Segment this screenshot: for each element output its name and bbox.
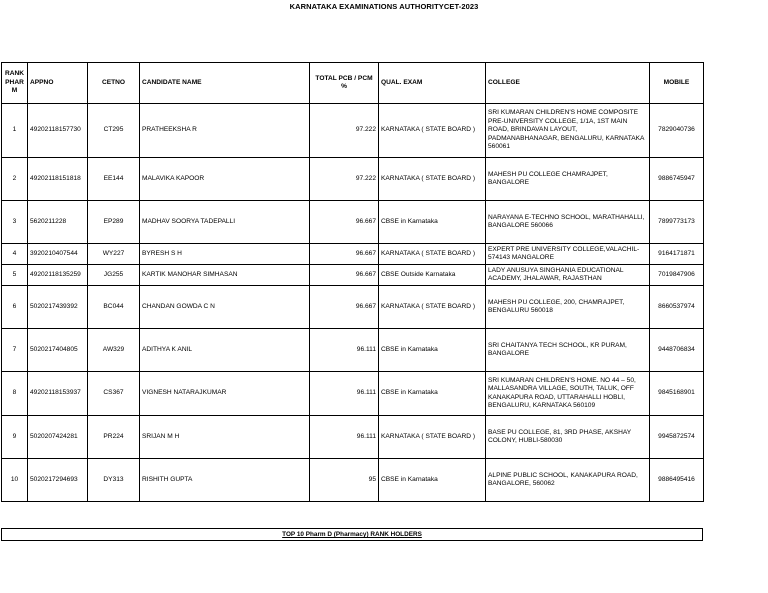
cetno-cell: PR224 <box>88 416 140 459</box>
cetno-cell: BC044 <box>88 286 140 329</box>
table-row <box>2 459 704 502</box>
cetno-cell: EP289 <box>88 201 140 244</box>
appno-cell: 5020207424281 <box>28 416 88 459</box>
candidate-name-cell: RISHITH GUPTA <box>140 459 310 502</box>
rank-cell: 9 <box>2 416 28 459</box>
appno-cell: 5020217294693 <box>28 459 88 502</box>
header-rank: RANK PHAR M <box>2 63 28 104</box>
total-cell: 95 <box>310 459 379 502</box>
caption-text: TOP 10 Pharm D (Pharmacy) RANK HOLDERS <box>282 531 422 538</box>
table-row <box>2 329 704 372</box>
college-cell: MAHESH PU COLLEGE, 200, CHAMRAJPET, BENGALURU 560018 <box>486 286 650 329</box>
mobile-cell: 7829040736 <box>650 104 704 158</box>
candidate-name-cell: MADHAV SOORYA TADEPALLI <box>140 201 310 244</box>
table-row <box>2 158 704 201</box>
table-row <box>2 201 704 244</box>
candidate-name-cell: VIGNESH NATARAJKUMAR <box>140 372 310 416</box>
qual-exam-cell: KARNATAKA ( STATE BOARD ) <box>379 244 486 265</box>
mobile-cell: 9164171871 <box>650 244 704 265</box>
table-row <box>2 104 704 158</box>
candidate-name-cell: CHANDAN GOWDA C N <box>140 286 310 329</box>
header-college: COLLEGE <box>486 63 650 104</box>
header-qual-exam: QUAL. EXAM <box>379 63 486 104</box>
total-cell: 96.111 <box>310 372 379 416</box>
college-cell: SRI KUMARAN CHILDREN'S HOME. NO 44 – 50, MALLASANDRA VILLAGE, SOUTH, TALUK, OFF KANAKAPURA ROAD, UTTARAHALLI HOBLI, BENGALURU, KARNATAKA 560109 <box>486 372 650 416</box>
rank-cell: 6 <box>2 286 28 329</box>
total-cell: 97.222 <box>310 104 379 158</box>
rank-holders-table <box>1 62 704 502</box>
cetno-cell: EE144 <box>88 158 140 201</box>
total-cell: 96.667 <box>310 244 379 265</box>
total-cell: 96.667 <box>310 265 379 286</box>
college-cell: NARAYANA E-TECHNO SCHOOL, MARATHAHALLI, BANGALORE 560066 <box>486 201 650 244</box>
appno-cell: 5020217404805 <box>28 329 88 372</box>
qual-exam-cell: KARNATAKA ( STATE BOARD ) <box>379 416 486 459</box>
mobile-cell: 9945872574 <box>650 416 704 459</box>
college-cell: LADY ANUSUYA SINGHANIA EDUCATIONAL ACADEMY, JHALAWAR, RAJASTHAN <box>486 265 650 286</box>
qual-exam-cell: KARNATAKA ( STATE BOARD ) <box>379 104 486 158</box>
mobile-cell: 9886495416 <box>650 459 704 502</box>
mobile-cell: 9448706834 <box>650 329 704 372</box>
cetno-cell: CS367 <box>88 372 140 416</box>
candidate-name-cell: PRATHEEKSHA R <box>140 104 310 158</box>
appno-cell: 49202118135259 <box>28 265 88 286</box>
mobile-cell: 7899773173 <box>650 201 704 244</box>
qual-exam-cell: CBSE Outside Karnataka <box>379 265 486 286</box>
rank-cell: 1 <box>2 104 28 158</box>
mobile-cell: 7019847906 <box>650 265 704 286</box>
mobile-cell: 9845168901 <box>650 372 704 416</box>
appno-cell: 49202118157730 <box>28 104 88 158</box>
header-appno: APPNO <box>28 63 88 104</box>
total-cell: 97.222 <box>310 158 379 201</box>
header-cetno: CETNO <box>88 63 140 104</box>
header-row <box>2 63 704 104</box>
rank-cell: 8 <box>2 372 28 416</box>
header-mobile: MOBILE <box>650 63 704 104</box>
qual-exam-cell: CBSE in Karnataka <box>379 329 486 372</box>
table-row <box>2 416 704 459</box>
rank-cell: 7 <box>2 329 28 372</box>
rank-cell: 4 <box>2 244 28 265</box>
mobile-cell: 8660537974 <box>650 286 704 329</box>
table-caption <box>1 528 703 541</box>
qual-exam-cell: KARNATAKA ( STATE BOARD ) <box>379 158 486 201</box>
candidate-name-cell: ADITHYA K ANIL <box>140 329 310 372</box>
qual-exam-cell: KARNATAKA ( STATE BOARD ) <box>379 286 486 329</box>
total-cell: 96.667 <box>310 201 379 244</box>
total-cell: 96.111 <box>310 416 379 459</box>
rank-cell: 2 <box>2 158 28 201</box>
qual-exam-cell: CBSE in Karnataka <box>379 201 486 244</box>
candidate-name-cell: SRIJAN M H <box>140 416 310 459</box>
total-cell: 96.111 <box>310 329 379 372</box>
appno-cell: 5620211228 <box>28 201 88 244</box>
table-row <box>2 286 704 329</box>
college-cell: MAHESH PU COLLEGE CHAMRAJPET, BANGALORE <box>486 158 650 201</box>
page-title: KARNATAKA EXAMINATIONS AUTHORITYCET-2023 <box>289 2 479 11</box>
rank-cell: 3 <box>2 201 28 244</box>
mobile-cell: 9886745947 <box>650 158 704 201</box>
cetno-cell: DY313 <box>88 459 140 502</box>
college-cell: BASE PU COLLEGE, 81, 3RD PHASE, AKSHAY COLONY, HUBLI-580030 <box>486 416 650 459</box>
appno-cell: 49202118151818 <box>28 158 88 201</box>
appno-cell: 3920210407544 <box>28 244 88 265</box>
cetno-cell: WY227 <box>88 244 140 265</box>
header-total: TOTAL PCB / PCM % <box>310 63 379 104</box>
table-row <box>2 372 704 416</box>
cetno-cell: AW329 <box>88 329 140 372</box>
college-cell: EXPERT PRE UNIVERSITY COLLEGE,VALACHIL-574143 MANGALORE <box>486 244 650 265</box>
candidate-name-cell: KARTIK MANOHAR SIMHASAN <box>140 265 310 286</box>
cetno-cell: CT295 <box>88 104 140 158</box>
candidate-name-cell: MALAVIKA KAPOOR <box>140 158 310 201</box>
rank-cell: 10 <box>2 459 28 502</box>
appno-cell: 5020217439392 <box>28 286 88 329</box>
header-candidate-name: CANDIDATE NAME <box>140 63 310 104</box>
cetno-cell: JG255 <box>88 265 140 286</box>
college-cell: SRI KUMARAN CHILDREN'S HOME COMPOSITE PRE-UNIVERSITY COLLEGE, 1/1A, 1ST MAIN ROAD, BRINDAVAN LAYOUT, PADMANABHANAGAR, BENGALURU, KARNATAKA 560061 <box>486 104 650 158</box>
total-cell: 96.667 <box>310 286 379 329</box>
candidate-name-cell: BYRESH S H <box>140 244 310 265</box>
rank-cell: 5 <box>2 265 28 286</box>
college-cell: ALPINE PUBLIC SCHOOL, KANAKAPURA ROAD, BANGALORE, 560062 <box>486 459 650 502</box>
qual-exam-cell: CBSE in Karnataka <box>379 372 486 416</box>
college-cell: SRI CHAITANYA TECH SCHOOL, KR PURAM, BANGALORE <box>486 329 650 372</box>
table-row <box>2 265 704 286</box>
table-row <box>2 244 704 265</box>
appno-cell: 49202118153937 <box>28 372 88 416</box>
qual-exam-cell: CBSE in Karnataka <box>379 459 486 502</box>
